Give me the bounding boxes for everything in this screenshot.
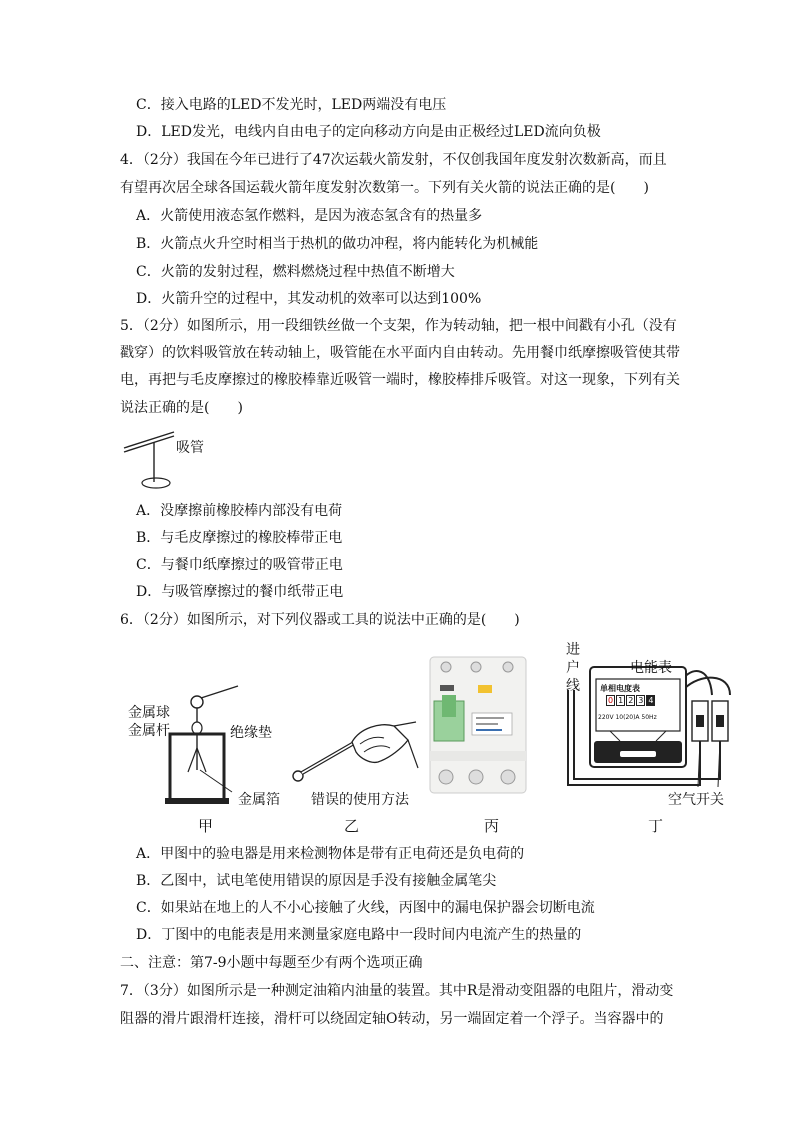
q4-stem-2: 有望再次居全球各国运载火箭年度发射次数第一。下列有关火箭的说法正确的是( ) bbox=[120, 180, 649, 196]
q4-option-b: B．火箭点火升空时相当于热机的做功冲程，将内能转化为机械能 bbox=[136, 236, 539, 252]
inlet-wire-label: 进户线 bbox=[566, 642, 580, 694]
metal-ball-label: 金属球 bbox=[128, 705, 170, 721]
q4-option-a: A．火箭使用液态氢作燃料，是因为液态氢含有的热量多 bbox=[136, 208, 483, 224]
q5-option-a: A．没摩擦前橡胶棒内部没有电荷 bbox=[136, 503, 343, 519]
metal-rod-label: 金属杆 bbox=[128, 723, 170, 739]
q6-option-c: C．如果站在地上的人不小心接触了火线，丙图中的漏电保护器会切断电流 bbox=[136, 900, 595, 916]
q5-stem-4: 说法正确的是( ) bbox=[120, 400, 243, 416]
straw-label: 吸管 bbox=[176, 440, 204, 456]
q5-option-c: C．与餐巾纸摩擦过的吸管带正电 bbox=[136, 557, 343, 573]
q7-stem-2: 阻器的滑片跟滑杆连接，滑杆可以绕固定轴O转动，另一端固定着一个浮子。当容器中的 bbox=[120, 1011, 664, 1027]
q7-stem-1: 7．（3分）如图所示是一种测定油箱内油量的装置。其中R是滑动变阻器的电阻片，滑动变 bbox=[120, 983, 674, 999]
q3-option-c: C．接入电路的LED不发光时，LED两端没有电压 bbox=[136, 97, 447, 113]
energy-meter-label: 电能表 bbox=[630, 660, 672, 676]
q5-straw-figure bbox=[120, 428, 230, 498]
q5-stem-2: 戳穿）的饮料吸管放在转动轴上，吸管能在水平面内自由转动。先用餐巾纸摩擦吸管使其带 bbox=[120, 345, 680, 361]
q6-option-b: B．乙图中，试电笔使用错误的原因是手没有接触金属笔尖 bbox=[136, 873, 497, 889]
meter-digits: 0 1 2 3 4 bbox=[608, 696, 654, 705]
wrong-usage-label: 错误的使用方法 bbox=[311, 792, 409, 808]
caption-jia: 甲 bbox=[198, 817, 214, 835]
q6-option-d: D．丁图中的电能表是用来测量家庭电路中一段时间内电流产生的热量的 bbox=[136, 927, 582, 943]
test-pen-figure bbox=[290, 718, 420, 788]
q4-stem-1: 4．（2分）我国在今年已进行了47次运载火箭发射，不仅创我国年度发射次数新高，而且 bbox=[120, 152, 667, 168]
q6-stem: 6．（2分）如图所示，对下列仪器或工具的说法中正确的是( ) bbox=[120, 612, 520, 628]
q5-option-d: D．与吸管摩擦过的餐巾纸带正电 bbox=[136, 584, 344, 600]
q4-option-c: C．火箭的发射过程，燃料燃烧过程中热值不断增大 bbox=[136, 264, 455, 280]
section-two-heading: 二、注意：第7-9小题中每题至少有两个选项正确 bbox=[120, 955, 423, 971]
air-switch-label: 空气开关 bbox=[668, 792, 724, 808]
meter-rating: 220V 10(20)A 50Hz bbox=[598, 714, 657, 721]
q5-stem-3: 电，再把与毛皮摩擦过的橡胶棒靠近吸管一端时，橡胶棒排斥吸管。对这一现象，下列有关 bbox=[120, 372, 680, 388]
q6-option-a: A．甲图中的验电器是用来检测物体是带有正电荷还是负电荷的 bbox=[136, 846, 525, 862]
caption-yi: 乙 bbox=[344, 817, 360, 835]
leakage-protector-figure bbox=[428, 655, 528, 795]
q3-option-d: D．LED发光，电线内自由电子的定向移动方向是由正极经过LED流向负极 bbox=[136, 124, 601, 140]
q5-option-b: B．与毛皮摩擦过的橡胶棒带正电 bbox=[136, 530, 343, 546]
q5-stem-1: 5．（2分）如图所示，用一段细铁丝做一个支架，作为转动轴，把一根中间戳有小孔（没有 bbox=[120, 318, 677, 334]
metal-foil-label: 金属箔 bbox=[238, 792, 280, 808]
caption-bing: 丙 bbox=[484, 817, 500, 835]
caption-ding: 丁 bbox=[648, 817, 664, 835]
meter-title: 单相电度表 bbox=[600, 684, 640, 693]
insulating-pad-label: 绝缘垫 bbox=[230, 725, 272, 741]
q4-option-d: D．火箭升空的过程中，其发动机的效率可以达到100% bbox=[136, 291, 482, 307]
